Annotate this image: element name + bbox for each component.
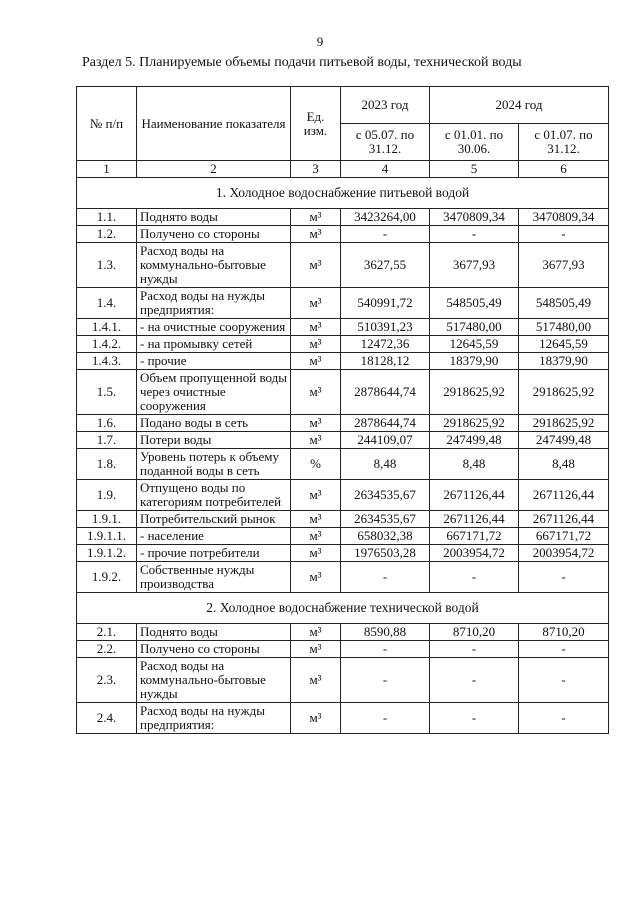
row-name: - на очистные сооружения [137,319,291,336]
row-value-period-3: 667171,72 [519,528,609,545]
row-value-period-2: 2671126,44 [430,480,519,511]
row-unit: м³ [291,641,341,658]
row-unit: м³ [291,415,341,432]
row-value-period-1: 2634535,67 [341,511,430,528]
row-value-period-2: 2918625,92 [430,370,519,415]
row-value-period-1: 8,48 [341,449,430,480]
row-value-period-3: 2671126,44 [519,480,609,511]
row-unit: м³ [291,703,341,734]
section-heading: 1. Холодное водоснабжение питьевой водой [77,178,609,209]
row-value-period-2: 2918625,92 [430,415,519,432]
row-value-period-1: 3423264,00 [341,209,430,226]
row-unit: м³ [291,480,341,511]
row-value-period-1: - [341,226,430,243]
row-value-period-3: 548505,49 [519,288,609,319]
row-value-period-2: - [430,658,519,703]
row-number: 1.6. [77,415,137,432]
row-value-period-1: 18128,12 [341,353,430,370]
row-value-period-1: 540991,72 [341,288,430,319]
row-number: 1.4.1. [77,319,137,336]
row-number: 1.1. [77,209,137,226]
row-value-period-2: 247499,48 [430,432,519,449]
row-unit: м³ [291,336,341,353]
row-value-period-3: 2671126,44 [519,511,609,528]
row-value-period-2: 8,48 [430,449,519,480]
row-value-period-3: - [519,658,609,703]
row-value-period-1: 3627,55 [341,243,430,288]
row-name: Уровень потерь к объему поданной воды в сеть [137,449,291,480]
row-value-period-1: 2878644,74 [341,370,430,415]
row-value-period-3: - [519,703,609,734]
row-value-period-2: 517480,00 [430,319,519,336]
row-unit: м³ [291,226,341,243]
header-row-years [77,87,609,124]
row-value-period-1: - [341,703,430,734]
row-number: 1.4.3. [77,353,137,370]
row-unit: м³ [291,432,341,449]
column-number: 6 [519,161,609,178]
row-value-period-3: 2918625,92 [519,415,609,432]
row-name: Объем пропущенной воды через очистные сооружения [137,370,291,415]
column-number: 5 [430,161,519,178]
section-header-row [77,178,609,209]
header-col-num: № п/п [77,87,137,161]
header-row-column-numbers [77,161,609,178]
row-name: Подано воды в сеть [137,415,291,432]
row-number: 2.4. [77,703,137,734]
row-value-period-3: 517480,00 [519,319,609,336]
row-unit: м³ [291,319,341,336]
page-number: 9 [316,34,324,49]
row-value-period-3: 18379,90 [519,353,609,370]
row-number: 1.9.1.2. [77,545,137,562]
table-row [77,243,609,288]
header-col-name: Наименование показателя [137,87,291,161]
table-row [77,288,609,319]
row-value-period-1: - [341,658,430,703]
row-unit: м³ [291,370,341,415]
table-row [77,658,609,703]
row-unit: м³ [291,545,341,562]
row-name: Расход воды на коммунально-бытовые нужды [137,658,291,703]
row-value-period-3: - [519,226,609,243]
row-number: 1.7. [77,432,137,449]
row-name: Поднято воды [137,624,291,641]
row-number: 1.9.1.1. [77,528,137,545]
row-number: 2.1. [77,624,137,641]
row-unit: м³ [291,288,341,319]
table-row [77,226,609,243]
row-name: - население [137,528,291,545]
row-value-period-1: - [341,562,430,593]
row-value-period-1: 8590,88 [341,624,430,641]
table-row [77,209,609,226]
row-value-period-3: 12645,59 [519,336,609,353]
row-unit: м³ [291,353,341,370]
row-name: - прочие потребители [137,545,291,562]
table-row [77,703,609,734]
column-number: 3 [291,161,341,178]
header-period-1: с 05.07. по 31.12. [341,124,430,161]
row-name: Собственные нужды производства [137,562,291,593]
table-row [77,511,609,528]
row-number: 1.9.1. [77,511,137,528]
section-title: Раздел 5. Планируемые объемы подачи питьевой воды, технической воды [82,55,522,70]
row-value-period-1: 2878644,74 [341,415,430,432]
row-name: Потери воды [137,432,291,449]
row-value-period-2: 18379,90 [430,353,519,370]
row-unit: м³ [291,658,341,703]
row-number: 1.9. [77,480,137,511]
row-value-period-3: - [519,562,609,593]
row-value-period-1: 658032,38 [341,528,430,545]
row-number: 1.4.2. [77,336,137,353]
column-number: 4 [341,161,430,178]
row-value-period-2: 2003954,72 [430,545,519,562]
table-row [77,370,609,415]
row-number: 2.3. [77,658,137,703]
header-period-3: с 01.07. по 31.12. [519,124,609,161]
row-value-period-2: 667171,72 [430,528,519,545]
row-value-period-2: - [430,641,519,658]
table-row [77,624,609,641]
row-value-period-2: - [430,562,519,593]
water-volume-table [76,86,609,734]
row-name: Расход воды на нужды предприятия: [137,288,291,319]
row-value-period-1: 2634535,67 [341,480,430,511]
row-value-period-2: - [430,226,519,243]
table-row [77,319,609,336]
row-number: 1.2. [77,226,137,243]
column-number: 1 [77,161,137,178]
table-row [77,353,609,370]
row-value-period-1: 244109,07 [341,432,430,449]
row-name: - прочие [137,353,291,370]
row-value-period-2: - [430,703,519,734]
row-unit: % [291,449,341,480]
row-unit: м³ [291,528,341,545]
row-unit: м³ [291,624,341,641]
row-unit: м³ [291,562,341,593]
table-row [77,480,609,511]
row-value-period-3: 3677,93 [519,243,609,288]
row-name: Потребительский рынок [137,511,291,528]
row-value-period-1: 1976503,28 [341,545,430,562]
row-unit: м³ [291,209,341,226]
table-row [77,562,609,593]
row-name: - на промывку сетей [137,336,291,353]
row-number: 1.9.2. [77,562,137,593]
header-period-2: с 01.01. по 30.06. [430,124,519,161]
row-value-period-1: - [341,641,430,658]
row-value-period-3: 8,48 [519,449,609,480]
table-row [77,432,609,449]
row-number: 1.5. [77,370,137,415]
row-name: Получено со стороны [137,641,291,658]
section-header-row [77,593,609,624]
table-row [77,641,609,658]
row-value-period-3: 2003954,72 [519,545,609,562]
row-name: Расход воды на коммунально-бытовые нужды [137,243,291,288]
row-number: 2.2. [77,641,137,658]
row-number: 1.8. [77,449,137,480]
row-unit: м³ [291,243,341,288]
row-value-period-3: 3470809,34 [519,209,609,226]
row-name: Расход воды на нужды предприятия: [137,703,291,734]
table-row [77,415,609,432]
row-value-period-2: 8710,20 [430,624,519,641]
header-year-2023: 2023 год [341,87,430,124]
row-value-period-3: 2918625,92 [519,370,609,415]
row-value-period-2: 548505,49 [430,288,519,319]
row-name: Получено со стороны [137,226,291,243]
row-name: Поднято воды [137,209,291,226]
table-row [77,449,609,480]
row-value-period-2: 3677,93 [430,243,519,288]
table-row [77,528,609,545]
row-value-period-2: 2671126,44 [430,511,519,528]
row-value-period-1: 510391,23 [341,319,430,336]
header-year-2024: 2024 год [430,87,609,124]
row-number: 1.3. [77,243,137,288]
row-unit: м³ [291,511,341,528]
row-value-period-3: - [519,641,609,658]
row-value-period-2: 3470809,34 [430,209,519,226]
table-row [77,545,609,562]
column-number: 2 [137,161,291,178]
table-row [77,336,609,353]
row-name: Отпущено воды по категориям потребителей [137,480,291,511]
header-col-unit: Ед. изм. [291,87,341,161]
row-value-period-3: 247499,48 [519,432,609,449]
row-value-period-1: 12472,36 [341,336,430,353]
row-number: 1.4. [77,288,137,319]
section-heading: 2. Холодное водоснабжение технической водой [77,593,609,624]
row-value-period-3: 8710,20 [519,624,609,641]
row-value-period-2: 12645,59 [430,336,519,353]
